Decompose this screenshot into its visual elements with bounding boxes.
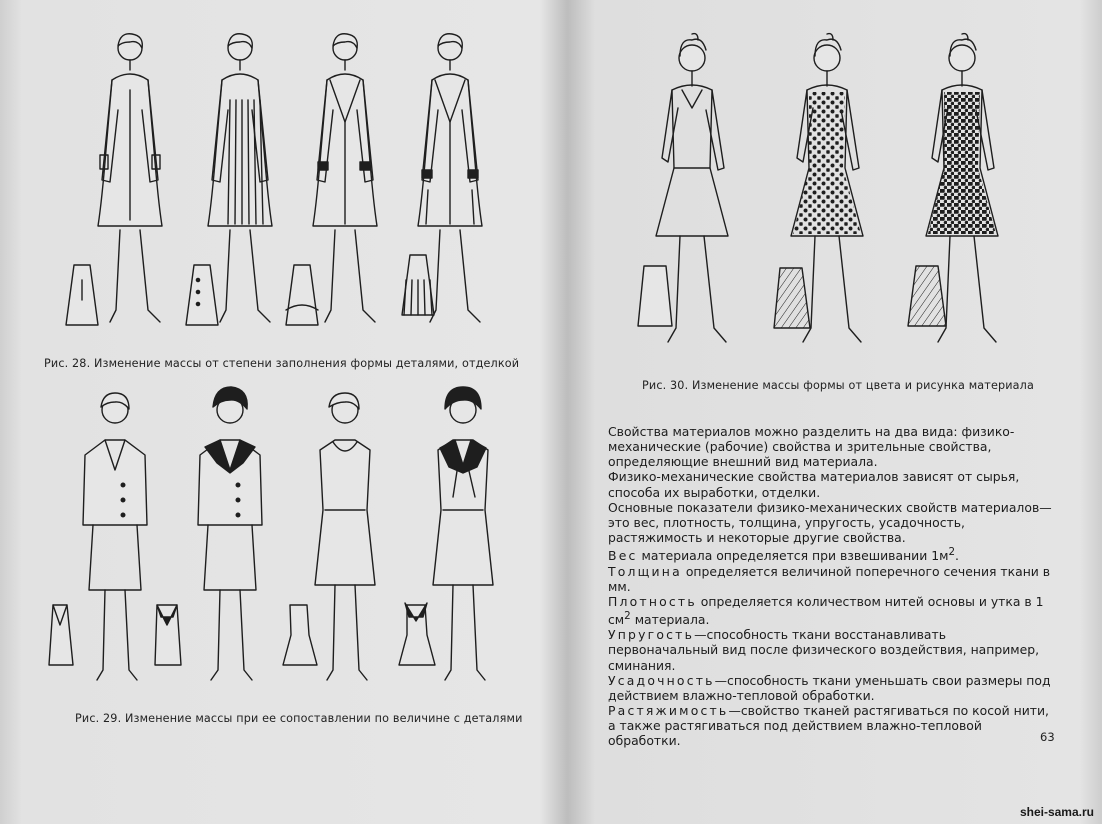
paragraph: Усадочность—способность ткани уменьшать свои размеры под действием влажно-тепловой обработки.	[608, 672, 1051, 703]
paragraph: Плотность определяется количеством нитей основы и утка в 1 $см^2$ материала.	[608, 593, 1044, 628]
term: Плотность	[608, 593, 697, 609]
fig29-caption: Рис. 29. Изменение массы при ее сопоставлении по величине с деталями	[75, 712, 523, 725]
figure-29	[45, 385, 525, 700]
term: Упругость	[608, 627, 695, 643]
paragraph: Растяжимость—свойство тканей растягиваться по косой нити, а также растягиваться под действием влажно-тепловой обработки.	[608, 703, 1049, 749]
paragraph: Толщина определяется величиной поперечного сечения ткани в мм.	[608, 563, 1051, 594]
paragraph: Вес материала определяется при взвешивании $1м^2$.	[608, 546, 959, 564]
paragraph: Физико-механические свойства материалов зависят от сырья, способа их выработки, отделки.	[608, 469, 1020, 500]
term: Растяжимость	[608, 703, 729, 719]
figure-30	[632, 28, 1072, 358]
paragraph: Свойства материалов можно разделить на два вида: физико-механические (рабочие) свойства и зрительные свойства, определяющие внешний вид материала.	[608, 424, 1015, 470]
term: Усадочность	[608, 672, 715, 688]
fig30-caption: Рис. 30. Изменение массы формы от цвета и рисунка материала	[642, 379, 1034, 392]
fig28-caption: Рис. 28. Изменение массы от степени заполнения формы деталями, отделкой	[44, 357, 520, 370]
paragraph: Упругость—способность ткани восстанавливать первоначальный вид после физического воздействия, например, сминания.	[608, 627, 1040, 673]
page-number: 63	[1040, 730, 1055, 744]
figure-28	[60, 30, 530, 345]
paragraph: Основные показатели физико-механических свойств материалов—это вес, плотность, толщина, упругость, усадочность, растяжимость и некоторые другие свойства.	[608, 499, 1052, 546]
body-text	[608, 424, 1054, 749]
term: Толщина	[608, 563, 682, 579]
watermark: shei-sama.ru	[1019, 805, 1094, 819]
right-page	[562, 0, 1102, 824]
term: Вес	[608, 548, 638, 564]
